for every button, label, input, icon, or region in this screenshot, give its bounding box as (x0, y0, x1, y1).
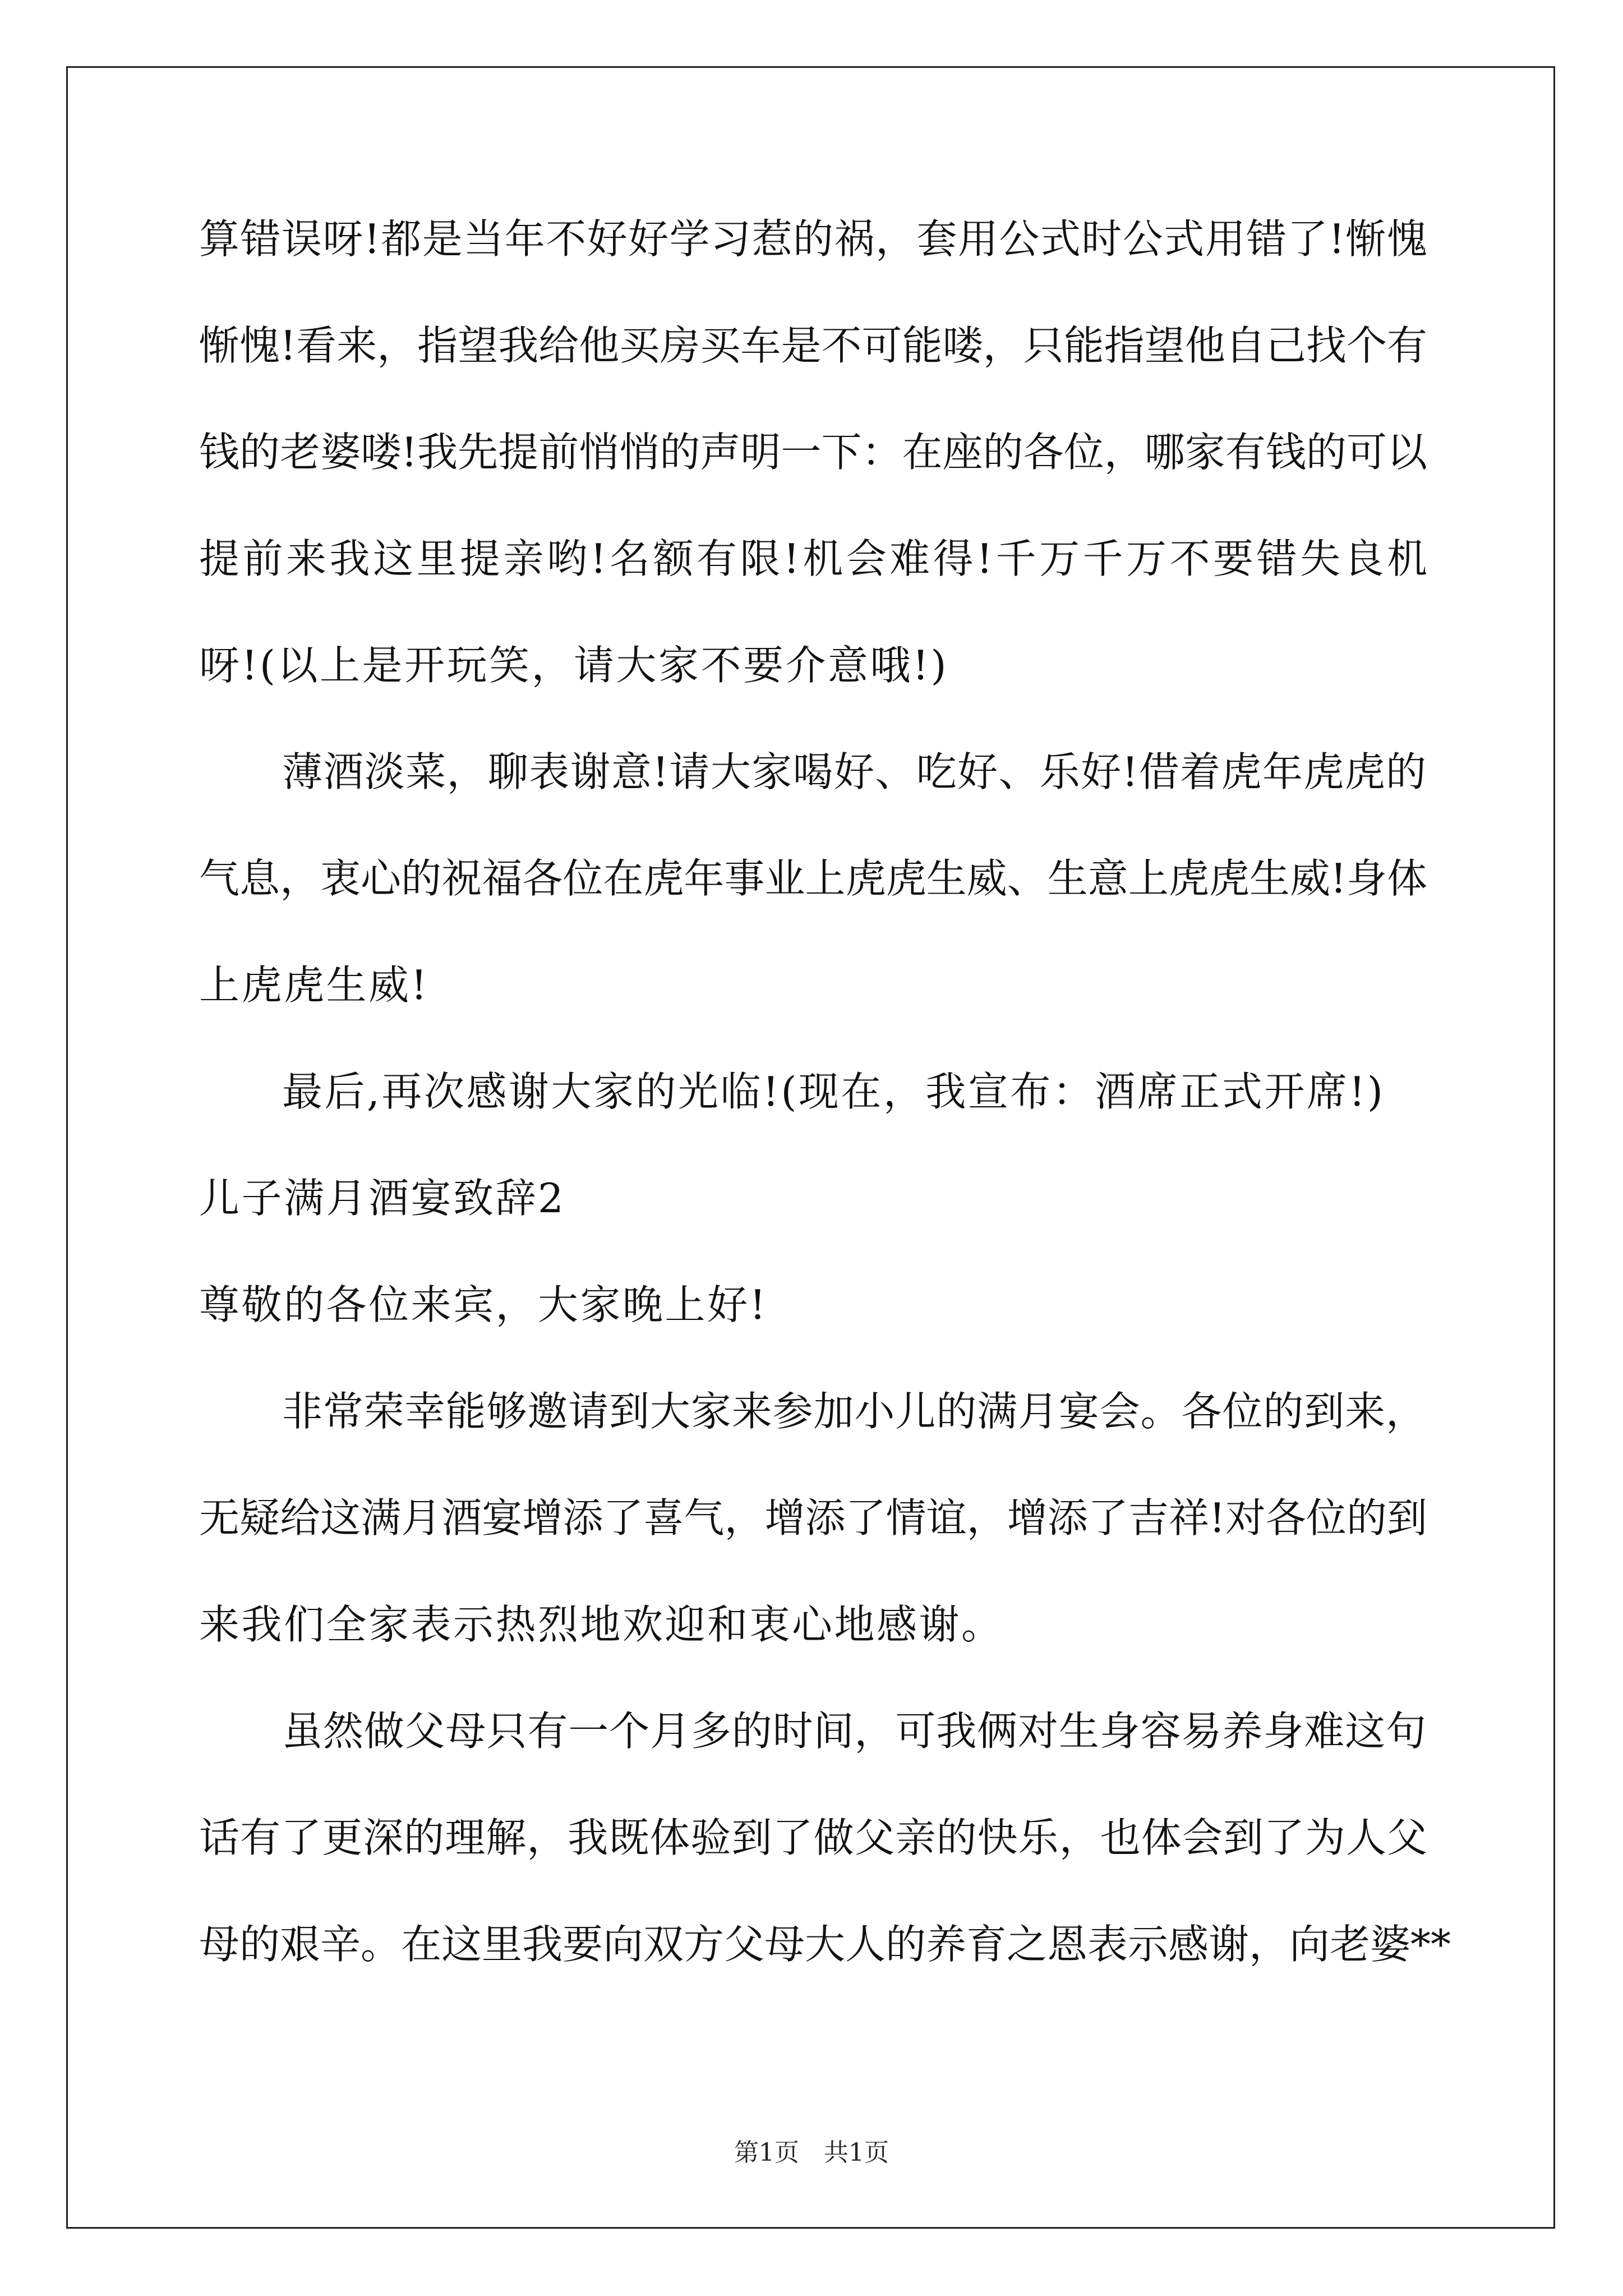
section-heading: 儿子满月酒宴致辞2 (199, 1175, 566, 1222)
page-frame (66, 66, 1555, 2229)
text-line: 母的艰辛。在这里我要向双方父母大人的养育之恩表示感谢，向老婆** (199, 1921, 1451, 1968)
text-line: 算错误呀!都是当年不好好学习惹的祸，套用公式时公式用错了!惭愧 (199, 215, 1427, 263)
paragraph-first-line: 薄酒淡菜，聊表谢意!请大家喝好、吃好、乐好!借着虎年虎虎的 (282, 748, 1426, 795)
text-line: 上虎虎生威! (199, 961, 429, 1009)
paragraph-first-line: 非常荣幸能够邀请到大家来参加小儿的满月宴会。各位的到来， (282, 1388, 1426, 1435)
text-line: 惭愧!看来，指望我给他买房买车是不可能喽，只能指望他自己找个有 (199, 322, 1427, 369)
paragraph-first-line: 虽然做父母只有一个月多的时间，可我俩对生身容易养身难这句 (282, 1708, 1426, 1755)
text-line: 呀!(以上是开玩笑，请大家不要介意哦!) (199, 642, 949, 689)
text-line: 来我们全家表示热烈地欢迎和衷心地感谢。 (199, 1601, 1004, 1648)
page-footer: 第1页 共1页 (734, 2138, 889, 2167)
text-line: 无疑给这满月酒宴增添了喜气，增添了情谊，增添了吉祥!对各位的到 (199, 1494, 1427, 1542)
text-line: 提前来我这里提亲哟!名额有限!机会难得!千万千万不要错失良机 (199, 535, 1427, 582)
text-line: 钱的老婆喽!我先提前悄悄的声明一下：在座的各位，哪家有钱的可以 (199, 429, 1427, 476)
text-line: 话有了更深的理解，我既体验到了做父亲的快乐，也体会到了为人父 (199, 1814, 1427, 1861)
text-line: 气息，衷心的祝福各位在虎年事业上虎虎生威、生意上虎虎生威!身体 (199, 855, 1427, 902)
salutation: 尊敬的各位来宾，大家晚上好! (199, 1281, 768, 1328)
paragraph-first-line: 最后,再次感谢大家的光临!(现在，我宣布：酒席正式开席!) (282, 1068, 1385, 1115)
